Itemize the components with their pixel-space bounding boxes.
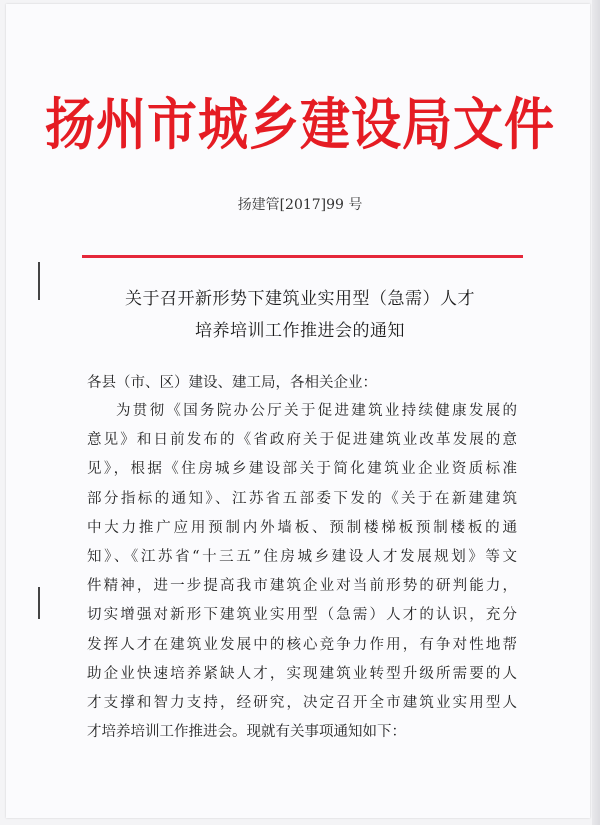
body-line: 切实增强对新形下建筑业实用型（急需）人才的认识，充分 — [87, 607, 517, 624]
document-number: 扬建管[2017]99 号 — [237, 197, 363, 213]
addressee: 各县（市、区）建设、建工局，各相关企业： — [87, 375, 377, 391]
body-line: 部分指标的通知》、江苏省五部委下发的《关于在新建建筑 — [87, 490, 517, 507]
body-line: 发挥人才在建筑业发展中的核心竞争力作用，有争对性地帮 — [87, 636, 517, 653]
body-line: 件精神，进一步提高我市建筑企业对当前形势的研判能力， — [87, 578, 517, 595]
body-line: 意见》和日前发布的《省政府关于促进建筑业改革发展的意 — [87, 432, 517, 449]
body-paragraph — [87, 397, 517, 747]
body-line: 知》、《江苏省“十三五”住房城乡建设人才发展规划》等文 — [87, 549, 517, 566]
body-line: 才培养培训工作推进会。现就有关事项通知如下： — [87, 724, 406, 741]
notice-title-line-1: 关于召开新形势下建筑业实用型（急需）人才 — [125, 289, 475, 309]
margin-mark — [38, 587, 40, 619]
masthead-title: 扬州市城乡建设局文件 — [45, 92, 555, 158]
body-line: 中大力推广应用预制内外墙板、预制楼梯板预制楼板的通 — [87, 519, 517, 536]
notice-title-line-2: 培养培训工作推进会的通知 — [195, 321, 405, 341]
body-line: 见》，根据《住房城乡建设部关于简化建筑业企业资质标准 — [87, 461, 517, 478]
body-line: 才支撑和智力支持，经研究，决定召开全市建筑业实用型人 — [87, 695, 517, 712]
body-line: 为贯彻《国务院办公厅关于促进建筑业持续健康发展的 — [116, 403, 517, 419]
red-separator-line — [82, 255, 523, 258]
body-line: 助企业快速培养紧缺人才，实现建筑业转型升级所需要的人 — [87, 665, 517, 682]
